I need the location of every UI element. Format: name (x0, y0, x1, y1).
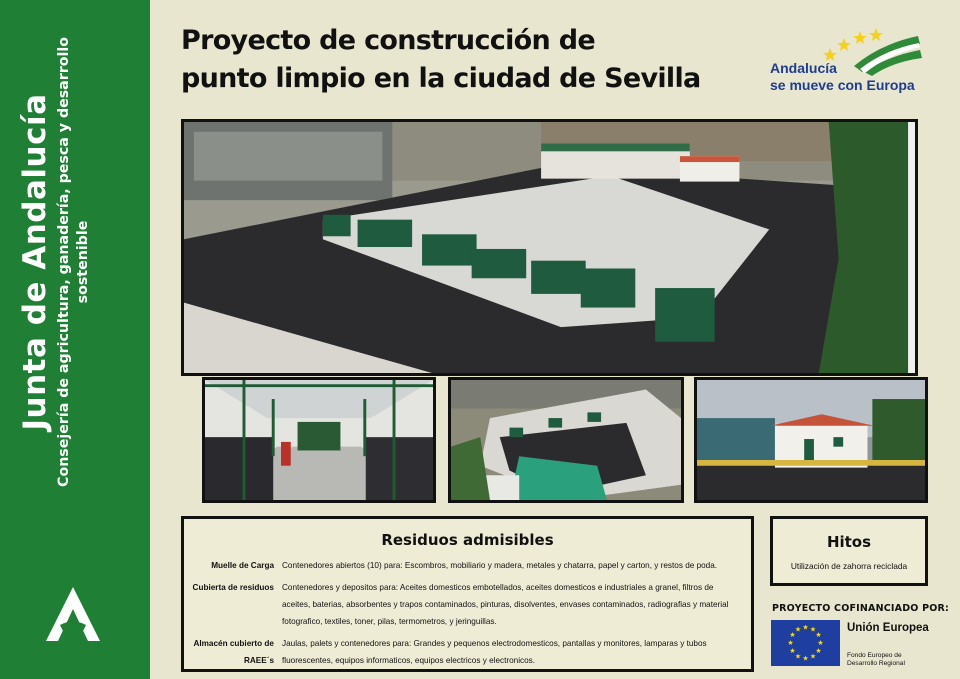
svg-text:★: ★ (802, 654, 809, 663)
list-item (184, 579, 751, 630)
badge-line1: Andalucía (770, 60, 837, 76)
svg-text:★: ★ (787, 639, 794, 647)
badge-text (770, 60, 915, 94)
svg-text:★: ★ (809, 625, 817, 634)
residuos-row-text: Jaulas, palets y contenedores para: Grandes y pequenos electrodomesticos, pantallas y monitores, lamparas y tubos fluorescentes, equipos informaticos, equipos electricos y electronicos. (282, 639, 707, 665)
eu-fund-line1: Fondo Europeo de (847, 652, 902, 659)
residuos-title: Residuos admisibles (381, 531, 554, 549)
residuos-panel (181, 516, 754, 672)
page-title-line2: punto limpio en la ciudad de Sevilla (181, 63, 701, 94)
svg-text:★: ★ (794, 625, 802, 634)
sidebar-text-block (15, 22, 135, 502)
svg-text:★: ★ (809, 652, 817, 661)
hitos-text: Utilización de zahorra reciclada (790, 561, 908, 571)
aerial-detail-photo (448, 377, 684, 503)
eu-flag-icon (771, 620, 840, 666)
svg-text:★: ★ (794, 652, 802, 661)
svg-text:★: ★ (789, 631, 796, 639)
svg-text:★: ★ (817, 639, 824, 647)
page-title (181, 22, 761, 98)
building-photo (694, 377, 928, 503)
residuos-list (184, 557, 751, 674)
svg-text:★: ★ (789, 647, 796, 655)
residuos-row-label: Muelle de Carga (211, 561, 274, 570)
sidebar (0, 0, 150, 679)
residuos-row-text: Contenedores y depositos para: Aceites domesticos embotellados, aceites domesticos e industriales a granel, filtros de aceites, baterias, absorbentes y trapos contaminados, pinturas, disolventes, envases contaminados, radiografias y material fotografico, textiles, toner, pilas, termometros, y jeringuillas. (282, 583, 729, 626)
list-item (184, 557, 751, 574)
interior-photo (202, 377, 436, 503)
aerial-photo-illustration (184, 122, 915, 373)
hitos-panel (770, 516, 928, 586)
sidebar-subtitle: Consejería de agricultura, ganadería, pesca y desarrollo sostenible (56, 37, 91, 487)
badge-line2: se mueve con Europa (770, 77, 915, 93)
aerial-detail-illustration (451, 380, 681, 500)
andalucia-europa-badge (770, 26, 930, 102)
svg-text:★: ★ (815, 631, 822, 639)
residuos-row-label: Almacén cubierto de RAEE´s (193, 639, 274, 665)
svg-text:★: ★ (802, 623, 809, 632)
eu-name: Unión Europea (847, 622, 929, 634)
page-title-line1: Proyecto de construcción de (181, 25, 595, 56)
eu-fund-line2: Desarrollo Regional (847, 660, 905, 667)
svg-text:★: ★ (815, 647, 822, 655)
cofinanciado-title: PROYECTO COFINANCIADO POR: (772, 603, 950, 614)
list-item (184, 635, 751, 669)
eu-fund (847, 652, 927, 668)
sidebar-title: Junta de Andalucía (17, 93, 53, 431)
residuos-row-label: Cubierta de residuos (192, 583, 274, 592)
interior-photo-illustration (205, 380, 433, 500)
building-photo-illustration (697, 380, 925, 500)
eu-stars (771, 620, 840, 666)
residuos-row-text: Contenedores abiertos (10) para: Escombros, mobiliario y madera, metales y chatarra, papel y carton, y restos de poda. (282, 561, 718, 570)
junta-logo-icon (42, 585, 104, 643)
hitos-title: Hitos (826, 533, 872, 551)
main-aerial-photo (181, 119, 918, 376)
